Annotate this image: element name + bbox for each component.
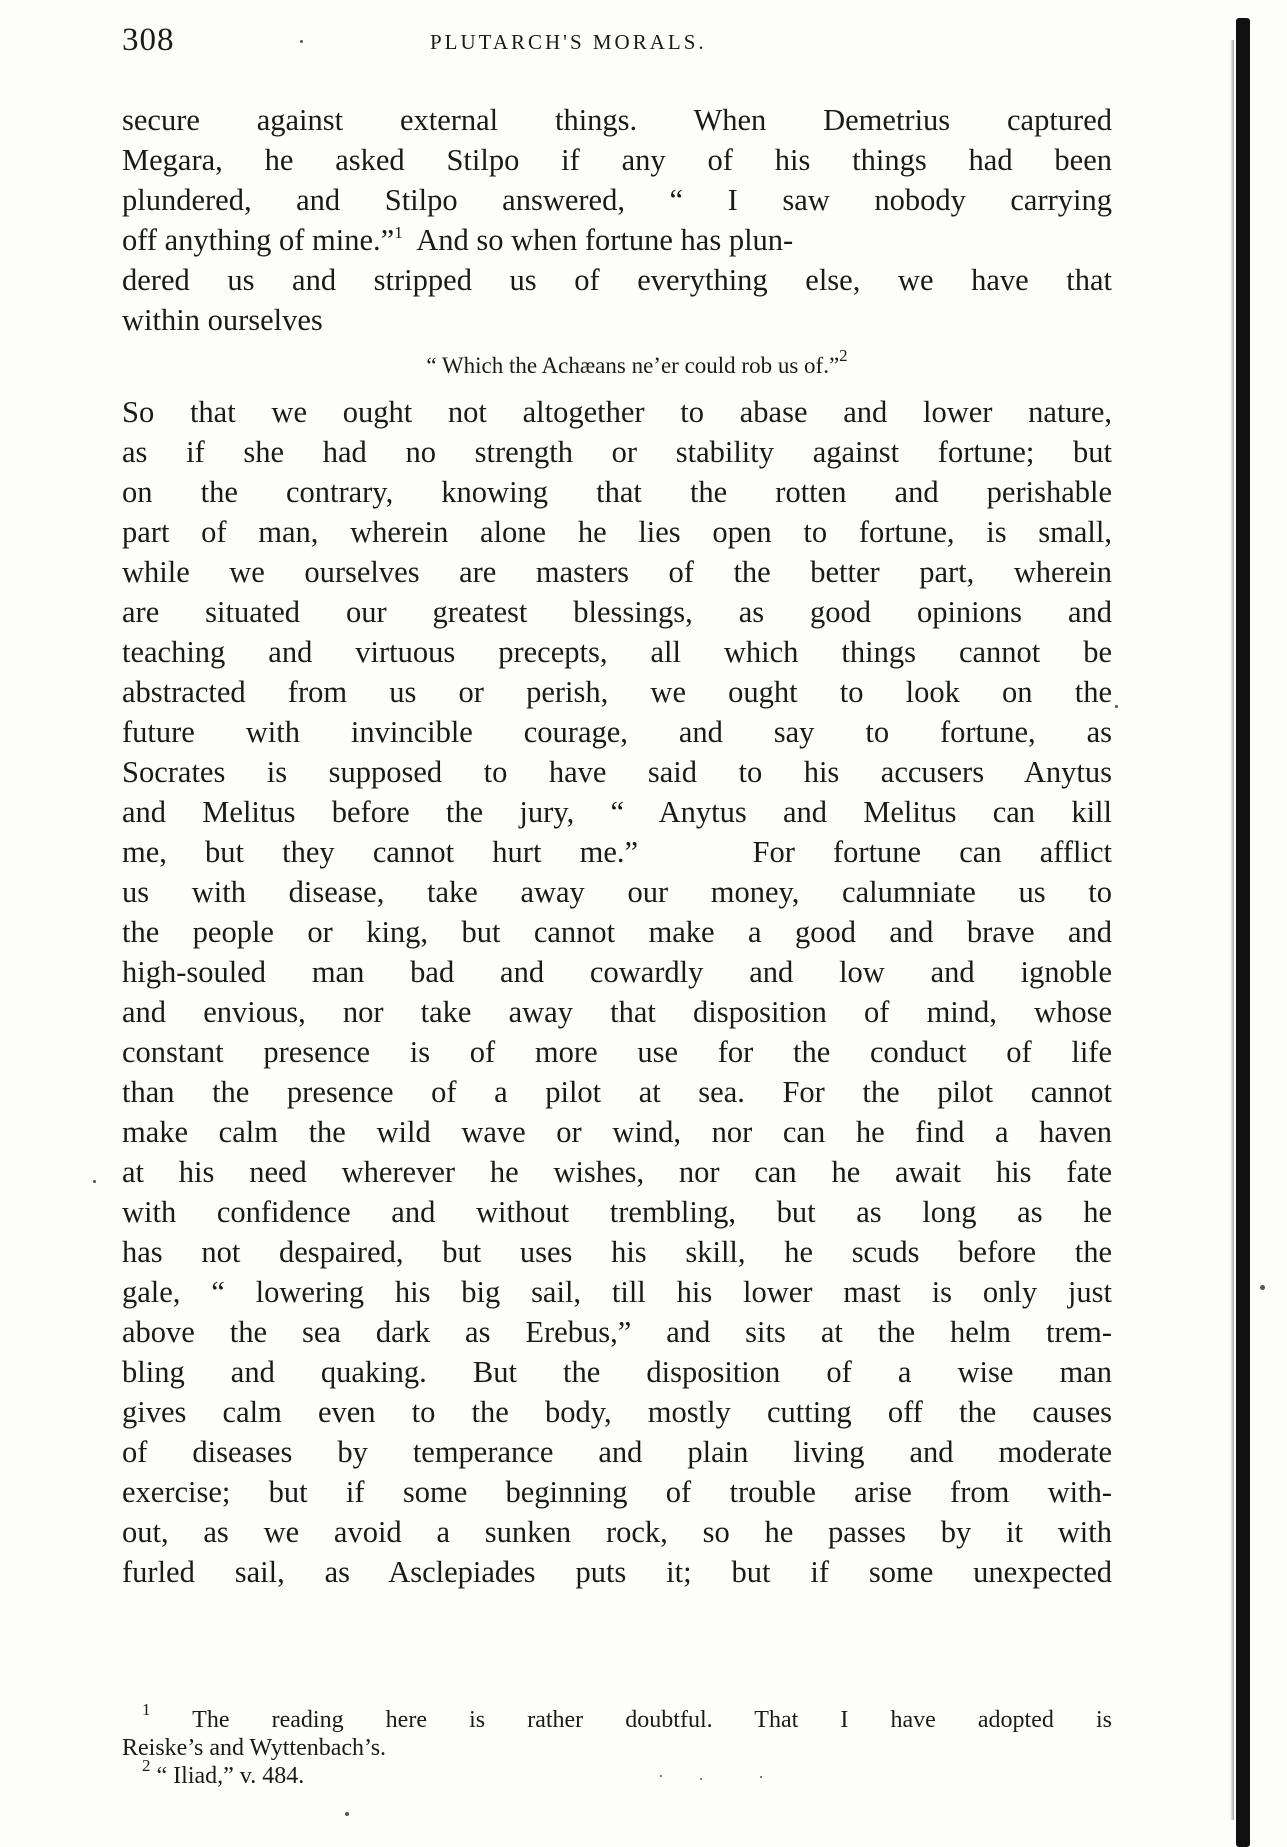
text-line: make calm the wild wave or wind, nor can he find a haven — [122, 1115, 1112, 1149]
text-line: while we ourselves are masters of the better part, wherein — [122, 555, 1112, 589]
text-line: out, as we avoid a sunken rock, so he passes by it with — [122, 1515, 1112, 1549]
text-line: So that we ought not altogether to abase and lower nature, — [122, 395, 1112, 429]
text-line: gives calm even to the body, mostly cutting off the causes — [122, 1395, 1112, 1429]
footnotes — [122, 1700, 1112, 1790]
print-speck — [345, 1812, 349, 1816]
footnote-1-continued: Reiske’s and Wyttenbach’s. — [122, 1735, 387, 1761]
footnote-text: “ Iliad,” v. 484. — [150, 1763, 305, 1789]
text-line: dered us and stripped us of everything else, we have that — [122, 263, 1112, 297]
text-line: secure against external things. When Demetrius captured — [122, 103, 1112, 137]
text-line: Socrates is supposed to have said to his accusers Anytus — [122, 755, 1112, 789]
text-line: above the sea dark as Erebus,” and sits at the helm trem- — [122, 1315, 1112, 1349]
print-speck — [1260, 1285, 1265, 1290]
text-line: with confidence and without trembling, but as long as he — [122, 1195, 1112, 1229]
text-line: as if she had no strength or stability against fortune; but — [122, 435, 1112, 469]
text-line: gale, “ lowering his big sail, till his lower mast is only just — [122, 1275, 1112, 1309]
text-line: high-souled man bad and cowardly and low and ignoble — [122, 955, 1112, 989]
page-gutter-shadow — [1230, 40, 1234, 1820]
text-line: on the contrary, knowing that the rotten and perishable — [122, 475, 1112, 509]
text-line: and Melitus before the jury, “ Anytus and Melitus can kill — [122, 795, 1112, 829]
text-line: Megara, he asked Stilpo if any of his things had been — [122, 143, 1112, 177]
text-line: within ourselves — [122, 303, 323, 337]
text-line: plundered, and Stilpo answered, “ I saw nobody carrying — [122, 183, 1112, 217]
footnote-1 — [122, 1700, 1112, 1734]
footnote-marker: 1 — [142, 1700, 151, 1719]
print-speck — [300, 40, 303, 43]
text-line: abstracted from us or perish, we ought to look on the — [122, 675, 1112, 709]
text-line: part of man, wherein alone he lies open to fortune, is small, — [122, 515, 1112, 549]
text-line: teaching and virtuous precepts, all which things cannot be — [122, 635, 1112, 669]
text-fragment: off anything of mine.” — [122, 223, 395, 257]
text-line: and envious, nor take away that disposition of mind, whose — [122, 995, 1112, 1029]
text-line: me, but they cannot hurt me.” For fortune can afflict — [122, 835, 1112, 869]
book-spine-edge — [1236, 18, 1250, 1847]
print-speck — [93, 1180, 96, 1183]
footnote-2 — [122, 1756, 1112, 1790]
text-line: exercise; but if some beginning of trouble arise from with- — [122, 1475, 1112, 1509]
text-line: us with disease, take away our money, calumniate us to — [122, 875, 1112, 909]
text-line: of diseases by temperance and plain living and moderate — [122, 1435, 1112, 1469]
footnote-text: The reading here is rather doubtful. That I have adopted is — [150, 1707, 1112, 1733]
text-line-with-footnote — [122, 220, 1112, 260]
running-title: PLUTARCH'S MORALS. — [430, 30, 707, 54]
text-line: bling and quaking. But the disposition of a wise man — [122, 1355, 1112, 1389]
quote-text: “ Which the Achæans ne’er could rob us of.” — [426, 353, 840, 378]
block-quote — [122, 340, 1112, 392]
footnote-marker: 2 — [142, 1756, 151, 1775]
text-line: at his need wherever he wishes, nor can he await his fate — [122, 1155, 1112, 1189]
text-line: the people or king, but cannot make a good and brave and — [122, 915, 1112, 949]
print-speck — [660, 1775, 662, 1777]
text-line: are situated our greatest blessings, as good opinions and — [122, 595, 1112, 629]
text-fragment: And so when fortune has plun- — [402, 223, 794, 257]
body-text — [122, 100, 1112, 1592]
footnote-ref-1: 1 — [394, 223, 403, 242]
footnote-ref-2: 2 — [839, 346, 848, 365]
text-line: than the presence of a pilot at sea. For the pilot cannot — [122, 1075, 1112, 1109]
text-line: future with invincible courage, and say to fortune, as — [122, 715, 1112, 749]
text-line: has not despaired, but uses his skill, he scuds before the — [122, 1235, 1112, 1269]
text-line: constant presence is of more use for the conduct of life — [122, 1035, 1112, 1069]
print-speck — [700, 1778, 702, 1780]
print-speck — [760, 1776, 762, 1778]
print-speck — [1115, 705, 1118, 708]
text-line: furled sail, as Asclepiades puts it; but if some unexpected — [122, 1555, 1112, 1589]
page-header — [122, 22, 1112, 62]
page-number: 308 — [122, 22, 175, 58]
